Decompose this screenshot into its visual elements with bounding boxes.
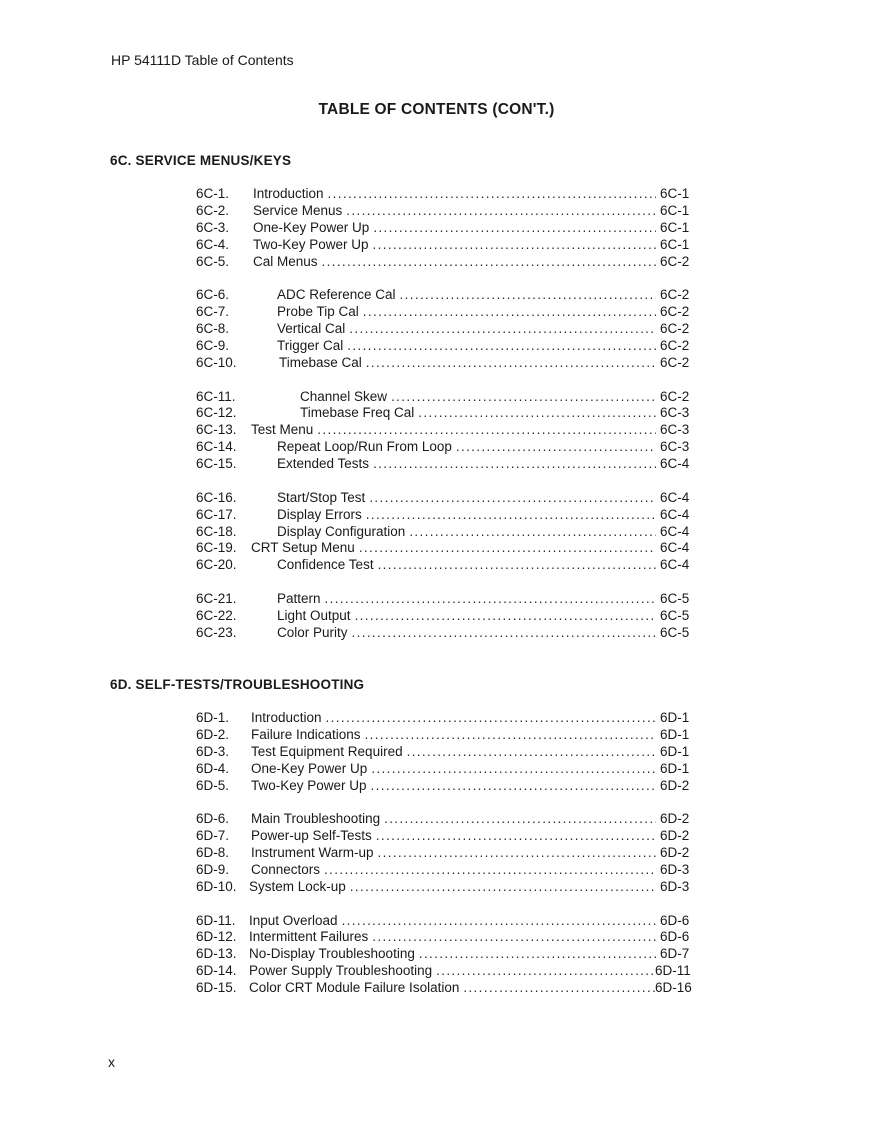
dot-leader — [362, 507, 656, 524]
toc-entry-page: 6C-1 — [660, 236, 690, 252]
toc-entry-number: 6C-6. — [196, 287, 230, 303]
toc-entry[interactable] — [196, 456, 696, 473]
toc-entry-number: 6C-3. — [196, 219, 230, 235]
toc-entry-title: Main Troubleshooting — [251, 811, 381, 827]
toc-entry-title-cell — [249, 963, 660, 980]
toc-entry-number: 6C-8. — [196, 321, 230, 337]
toc-entry-title: Trigger Cal — [277, 337, 344, 353]
dot-leader — [452, 439, 656, 456]
toc-entry-title: No-Display Troubleshooting — [249, 946, 415, 962]
toc-entry-page: 6C-2 — [660, 337, 690, 353]
toc-entry-page: 6C-5 — [660, 607, 690, 623]
toc-entry-page: 6D-1 — [660, 760, 690, 776]
toc-entry-title: Probe Tip Cal — [277, 304, 359, 320]
toc-entry-number: 6C-19. — [196, 540, 237, 556]
toc-entry-title-cell — [251, 744, 660, 761]
toc-entry[interactable] — [196, 524, 696, 541]
toc-entry[interactable] — [196, 591, 696, 608]
toc-entry-number: 6C-7. — [196, 304, 230, 320]
toc-entry[interactable] — [196, 254, 696, 271]
dot-leader — [369, 456, 656, 473]
toc-entry[interactable] — [196, 727, 696, 744]
toc-entry-number: 6C-21. — [196, 591, 237, 606]
toc-entry-title: Extended Tests — [277, 456, 370, 472]
toc-entry-title: Color Purity — [277, 624, 348, 640]
toc-entry[interactable] — [196, 237, 696, 254]
toc-entry-number: 6C-16. — [196, 489, 237, 505]
dot-leader — [343, 338, 656, 355]
toc-entry-number: 6C-14. — [196, 439, 237, 455]
toc-entry[interactable] — [196, 963, 696, 980]
section-heading-6d: 6D. SELF-TESTS/TROUBLESHOOTING — [110, 677, 365, 692]
toc-entry-page: 6D-2 — [660, 845, 690, 861]
toc-entry-number: 6C-18. — [196, 523, 237, 539]
toc-entry-title-cell — [251, 540, 660, 557]
toc-entry-page: 6D-3 — [660, 861, 690, 877]
toc-entry[interactable] — [196, 389, 696, 406]
toc-entry[interactable] — [196, 946, 696, 963]
toc-entry-page: 6C-4 — [660, 540, 690, 556]
toc-entry-title: Confidence Test — [277, 557, 374, 573]
toc-entry[interactable] — [196, 828, 696, 845]
toc-entry-page: 6D-2 — [660, 811, 690, 827]
toc-entry-page: 6C-3 — [660, 405, 690, 421]
toc-group — [196, 389, 696, 473]
toc-group — [196, 490, 696, 574]
toc-entry-page: 6D-11 — [655, 963, 691, 979]
toc-entry-number: 6C-4. — [196, 236, 230, 252]
dot-leader — [346, 879, 656, 896]
toc-entry[interactable] — [196, 862, 696, 879]
toc-entry-page: 6C-3 — [660, 439, 690, 455]
toc-entry-page: 6C-5 — [660, 624, 690, 640]
toc-entry-title-cell — [253, 338, 660, 355]
dot-leader — [367, 761, 656, 778]
toc-entry[interactable] — [196, 778, 696, 795]
dot-leader — [359, 304, 656, 321]
dot-leader — [380, 811, 656, 828]
toc-entry-page: 6D-1 — [660, 726, 690, 742]
toc-entry-title-cell — [253, 220, 660, 237]
toc-entry[interactable] — [196, 710, 696, 727]
toc-entry-title: Light Output — [277, 607, 351, 623]
toc-entry-title: One-Key Power Up — [251, 760, 368, 776]
toc-entry-title: Introduction — [251, 710, 322, 725]
toc-entry-page: 6D-2 — [660, 828, 690, 844]
dot-leader — [415, 946, 656, 963]
dot-leader — [369, 237, 656, 254]
toc-entry-title: Channel Skew — [300, 388, 388, 404]
toc-entry-page: 6D-1 — [660, 710, 690, 725]
section-heading-6c: 6C. SERVICE MENUS/KEYS — [110, 153, 292, 168]
toc-entry-title-cell — [251, 727, 660, 744]
toc-entry-number: 6C-5. — [196, 253, 230, 269]
toc-entry-number: 6D-11. — [196, 912, 236, 928]
toc-entry[interactable] — [196, 422, 696, 439]
toc-entry-title: Timebase Freq Cal — [300, 405, 415, 421]
toc-entry[interactable] — [196, 811, 696, 828]
toc-entry-page: 6D-16 — [655, 980, 692, 996]
toc-entry-title: Introduction — [253, 186, 324, 201]
toc-entry-title-cell — [251, 710, 660, 727]
dot-leader — [321, 591, 656, 608]
toc-entry-page: 6C-2 — [660, 388, 690, 404]
toc-entry[interactable] — [196, 913, 696, 930]
toc-entry-number: 6D-8. — [196, 845, 230, 861]
toc-entry-title-cell — [253, 405, 660, 422]
toc-entry-title: Vertical Cal — [277, 321, 346, 337]
toc-entry-title-cell — [253, 237, 660, 254]
dot-leader — [338, 913, 656, 930]
toc-entry-title: CRT Setup Menu — [251, 540, 355, 556]
toc-entry-title-cell — [251, 845, 660, 862]
toc-entry-title: Two-Key Power Up — [251, 777, 367, 793]
toc-entry-title: Timebase Cal — [279, 354, 362, 370]
toc-entry-page: 6C-2 — [660, 253, 690, 269]
dot-leader — [368, 929, 656, 946]
toc-entry-title-cell — [249, 913, 660, 930]
toc-entry-title: Color CRT Module Failure Isolation — [249, 980, 460, 996]
toc-entry-title: Test Equipment Required — [251, 743, 403, 759]
toc-entry-title: Test Menu — [251, 422, 314, 438]
toc-entry[interactable] — [196, 287, 696, 304]
toc-entry-page: 6D-6 — [660, 912, 690, 928]
toc-entry-number: 6C-2. — [196, 202, 230, 218]
toc-entry-title: Service Menus — [253, 202, 343, 218]
toc-entry-page: 6D-1 — [660, 743, 690, 759]
toc-entry-title: Power Supply Troubleshooting — [249, 963, 433, 979]
toc-entry[interactable] — [196, 879, 696, 896]
toc-entry-title-cell — [253, 203, 660, 220]
dot-leader — [348, 625, 656, 642]
toc-entry[interactable] — [196, 540, 696, 557]
toc-entry-page: 6C-1 — [660, 202, 690, 218]
toc-entry-number: 6D-9. — [196, 861, 230, 877]
dot-leader — [351, 608, 656, 625]
toc-entry[interactable] — [196, 304, 696, 321]
toc-entry-title: Power-up Self-Tests — [251, 828, 372, 844]
toc-entry-title: One-Key Power Up — [253, 219, 370, 235]
toc-entry-title: Start/Stop Test — [277, 489, 366, 505]
toc-entry-page: 6C-5 — [660, 591, 690, 606]
toc-entry-title-cell — [251, 828, 660, 845]
toc-entry-title-cell — [253, 524, 660, 541]
toc-entry-title-cell — [253, 186, 660, 203]
toc-entry-page: 6C-4 — [660, 523, 690, 539]
toc-entry-number: 6C-11. — [196, 388, 236, 404]
dot-leader — [432, 963, 656, 980]
toc-entry-title-cell — [253, 557, 660, 574]
dot-leader — [405, 524, 656, 541]
dot-leader — [324, 186, 656, 203]
page-title: TABLE OF CONTENTS (CON'T.) — [318, 101, 555, 118]
toc-group — [196, 287, 696, 371]
dot-leader — [374, 557, 656, 574]
toc-entry-title-cell — [253, 355, 660, 372]
toc-entry-number: 6C-23. — [196, 624, 237, 640]
dot-leader — [367, 778, 656, 795]
toc-entry[interactable] — [196, 355, 696, 372]
toc-entry-number: 6D-3. — [196, 743, 230, 759]
toc-entry[interactable] — [196, 929, 696, 946]
running-header: HP 54111D Table of Contents — [111, 52, 294, 68]
toc-entry-page: 6C-3 — [660, 422, 690, 438]
toc-entry-number: 6C-22. — [196, 607, 237, 623]
toc-entry-title-cell — [253, 254, 660, 271]
toc-entry-title: ADC Reference Cal — [277, 287, 396, 303]
toc-entry-title-cell — [249, 980, 660, 997]
dot-leader — [361, 727, 656, 744]
toc-entry-title-cell — [249, 946, 660, 963]
toc-entry-page: 6C-4 — [660, 489, 690, 505]
toc-entry-number: 6D-2. — [196, 726, 230, 742]
toc-entry[interactable] — [196, 338, 696, 355]
toc-entry-title-cell — [251, 761, 660, 778]
toc-entry-title: Instrument Warm-up — [251, 845, 374, 861]
toc-entry-title-cell — [251, 422, 660, 439]
toc-entry-page: 6D-6 — [660, 929, 690, 945]
toc-entry-number: 6D-12. — [196, 929, 237, 945]
toc-entry-title: Pattern — [277, 591, 321, 606]
toc-entry-title-cell — [253, 439, 660, 456]
dot-leader — [403, 744, 656, 761]
toc-entry-title-cell — [253, 304, 660, 321]
toc-entry[interactable] — [196, 220, 696, 237]
toc-entry-title-cell — [249, 929, 660, 946]
dot-leader — [342, 203, 656, 220]
toc-entry-title: Display Errors — [277, 506, 362, 522]
toc-entry-page: 6C-4 — [660, 506, 690, 522]
toc-entry-number: 6D-15. — [196, 980, 237, 996]
toc-entry-page: 6C-2 — [660, 354, 690, 370]
toc-entry-title: Intermittent Failures — [249, 929, 369, 945]
toc-entry-title: System Lock-up — [249, 878, 346, 894]
toc-entry-number: 6D-13. — [196, 946, 237, 962]
toc-entry[interactable] — [196, 557, 696, 574]
dot-leader — [318, 254, 656, 271]
toc-entry[interactable] — [196, 744, 696, 761]
toc-entry[interactable] — [196, 980, 696, 997]
toc-entry-title-cell — [253, 456, 660, 473]
page-number: x — [108, 1054, 115, 1070]
toc-entry-title: Two-Key Power Up — [253, 236, 369, 252]
toc-entry-number: 6C-9. — [196, 337, 230, 353]
dot-leader — [396, 287, 656, 304]
toc-entry-page: 6D-7 — [660, 946, 690, 962]
toc-entry[interactable] — [196, 405, 696, 422]
toc-entry[interactable] — [196, 507, 696, 524]
toc-entry-title-cell — [253, 625, 660, 642]
toc-entry-number: 6D-4. — [196, 760, 230, 776]
toc-entry-number: 6C-10. — [196, 354, 237, 370]
dot-leader — [369, 220, 656, 237]
toc-entry-page: 6C-1 — [660, 186, 690, 201]
toc-entry-number: 6C-1. — [196, 186, 230, 201]
dot-leader — [362, 355, 656, 372]
dot-leader — [372, 828, 656, 845]
toc-entry-title-cell — [253, 490, 660, 507]
toc-list-6d — [196, 710, 696, 1014]
toc-group — [196, 811, 696, 895]
toc-entry-number: 6D-5. — [196, 777, 230, 793]
toc-entry-title-cell — [251, 862, 660, 879]
toc-entry-number: 6C-17. — [196, 506, 237, 522]
toc-entry-title-cell — [251, 778, 660, 795]
dot-leader — [322, 710, 656, 727]
toc-entry-number: 6D-7. — [196, 828, 230, 844]
toc-entry[interactable] — [196, 439, 696, 456]
toc-entry-title-cell — [251, 811, 660, 828]
toc-entry-number: 6C-20. — [196, 557, 237, 573]
toc-entry-number: 6D-10. — [196, 878, 237, 894]
dot-leader — [459, 980, 656, 997]
dot-leader — [387, 389, 656, 406]
toc-entry[interactable] — [196, 845, 696, 862]
toc-entry-number: 6C-12. — [196, 405, 237, 421]
toc-entry-title: Failure Indications — [251, 726, 361, 742]
dot-leader — [365, 490, 656, 507]
toc-entry-title-cell — [253, 389, 660, 406]
toc-entry[interactable] — [196, 203, 696, 220]
toc-entry-number: 6D-14. — [196, 963, 237, 979]
toc-entry[interactable] — [196, 321, 696, 338]
toc-entry-page: 6C-2 — [660, 304, 690, 320]
toc-entry[interactable] — [196, 608, 696, 625]
toc-entry-title: Connectors — [251, 861, 321, 877]
toc-entry-title-cell — [253, 608, 660, 625]
toc-entry[interactable] — [196, 761, 696, 778]
dot-leader — [355, 540, 656, 557]
toc-entry[interactable] — [196, 625, 696, 642]
toc-list-6c — [196, 186, 696, 658]
toc-entry-title: Input Overload — [249, 912, 338, 928]
toc-entry-number: 6C-13. — [196, 422, 237, 438]
toc-entry-page: 6C-2 — [660, 287, 690, 303]
dot-leader — [414, 405, 656, 422]
toc-entry-number: 6D-6. — [196, 811, 230, 827]
dot-leader — [320, 862, 656, 879]
toc-entry[interactable] — [196, 490, 696, 507]
toc-entry-title: Display Configuration — [277, 523, 406, 539]
toc-entry-page: 6C-4 — [660, 557, 690, 573]
toc-entry-number: 6D-1. — [196, 710, 230, 725]
toc-entry-page: 6D-3 — [660, 878, 690, 894]
toc-entry-page: 6D-2 — [660, 777, 690, 793]
toc-entry-page: 6C-4 — [660, 456, 690, 472]
toc-group — [196, 591, 696, 642]
toc-entry-title: Cal Menus — [253, 253, 318, 269]
toc-group — [196, 186, 696, 270]
toc-entry-number: 6C-15. — [196, 456, 237, 472]
toc-entry-page: 6C-2 — [660, 321, 690, 337]
dot-leader — [374, 845, 656, 862]
toc-entry-title-cell — [249, 879, 660, 896]
toc-entry[interactable] — [196, 186, 696, 203]
toc-entry-title: Repeat Loop/Run From Loop — [277, 439, 452, 455]
dot-leader — [345, 321, 656, 338]
toc-entry-title-cell — [253, 507, 660, 524]
toc-group — [196, 913, 696, 997]
toc-entry-title-cell — [253, 321, 660, 338]
toc-group — [196, 710, 696, 794]
toc-entry-page: 6C-1 — [660, 219, 690, 235]
dot-leader — [313, 422, 656, 439]
toc-entry-title-cell — [253, 287, 660, 304]
toc-entry-title-cell — [253, 591, 660, 608]
